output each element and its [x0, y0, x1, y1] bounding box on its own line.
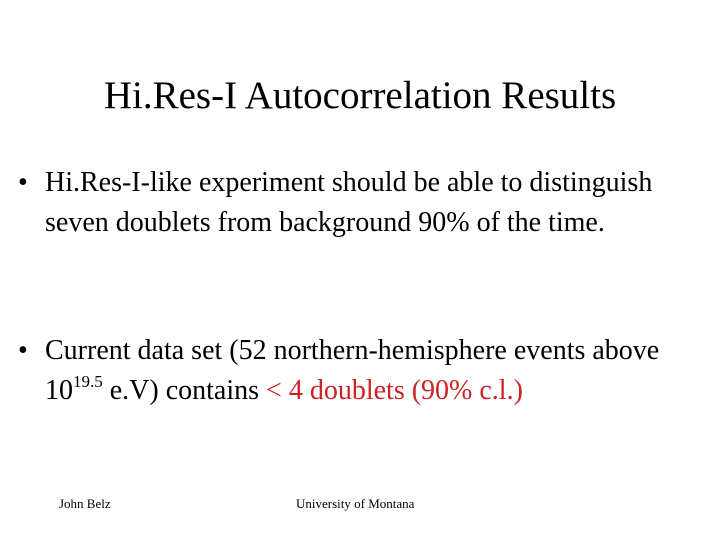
footer-institution: University of Montana [296, 496, 415, 511]
slide-title: Hi.Res-I Autocorrelation Results [103, 74, 617, 117]
bullet-marker: • [18, 167, 28, 198]
bullet-marker: • [18, 335, 28, 366]
bullet-text [45, 331, 708, 411]
energy-exponent: 19.5 [73, 372, 103, 391]
doublet-limit-highlight: < 4 doublets (90% c.l.) [266, 375, 523, 406]
bullet-text-start: Current data set (52 northern-hemisphere events above 10 [45, 335, 660, 406]
bullet-item [18, 163, 708, 243]
bullet-item [18, 331, 708, 411]
footer-author: John Belz [59, 496, 111, 511]
bullet-text-middle: e.V) contains [102, 375, 267, 406]
bullet-text: Hi.Res-I-like experiment should be able to distinguish seven doublets from background 90% of the time. [45, 167, 653, 238]
